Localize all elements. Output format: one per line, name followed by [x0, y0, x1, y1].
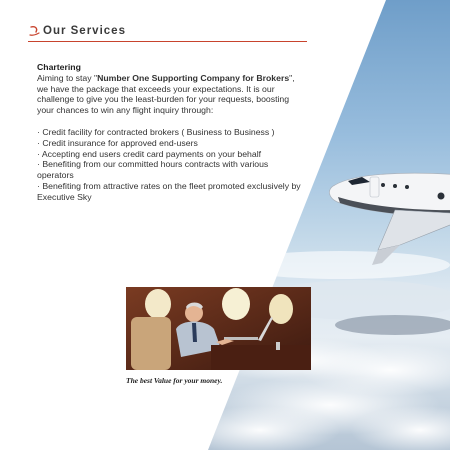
section-heading: Chartering [37, 62, 81, 72]
intro-paragraph [37, 73, 302, 116]
list-item: · Benefiting from our committed hours contracts with various operators [37, 159, 302, 181]
swirl-icon [28, 25, 42, 39]
section-header [28, 24, 307, 42]
intro-prefix: Aiming to stay " [37, 72, 98, 83]
list-item: · Credit insurance for approved end-users [37, 138, 302, 149]
page-title: Our Services [43, 25, 126, 37]
cabin-photo [126, 287, 311, 370]
intro-bold: Number One Supporting Company for Brokers [97, 72, 290, 83]
services-content [37, 62, 302, 203]
list-item: · Accepting end users credit card payments on your behalf [37, 149, 302, 160]
photo-caption: The best Value for your money. [126, 376, 223, 385]
benefits-list [37, 127, 302, 203]
list-item: · Benefiting from attractive rates on the fleet promoted exclusively by Executive Sky [37, 181, 302, 203]
jet-image [300, 155, 450, 275]
businessman-image [126, 287, 311, 370]
intro-suffix: ", we have the package that exceeds your expectations. It is our challenge to give you the least-burden for your requests, boosting your chances to win any flight inquiry through: [37, 72, 295, 116]
list-item: · Credit facility for contracted brokers ( Business to Business ) [37, 127, 302, 138]
